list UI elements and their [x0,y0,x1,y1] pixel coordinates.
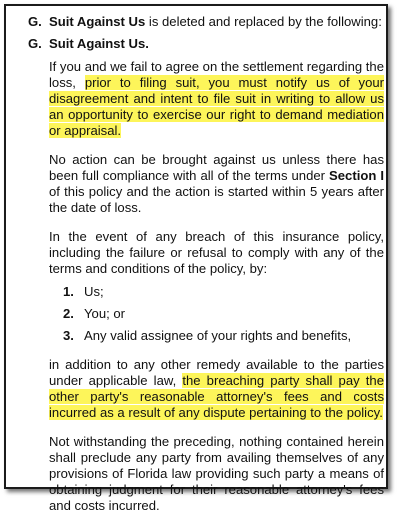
paragraph-remedy [49,357,384,421]
paragraph-remedy-lead: in addition to any other remedy available to the parties under applicable law, [49,357,384,389]
intro-title: Suit Against Us [49,14,146,29]
intro-rest: is deleted and replaced by the following: [145,14,382,29]
section-title: Suit Against Us. [49,36,149,51]
amendment-intro [28,14,384,30]
list-item [63,328,384,344]
list-item-text: Any valid assignee of your rights and benefits, [84,328,352,344]
list-item [63,306,384,322]
list-item-number: 3. [63,328,74,344]
paragraph-florida-law: Not withstanding the preceding, nothing contained herein shall preclude any party from availing themselves of any provisions of Florida law providing such party a means of obtaining judgment for their reasonable attorney's fees and costs incurred. [49,434,384,514]
section-body [49,59,384,514]
list-item-number: 2. [63,306,74,322]
intro-marker: G. [28,14,42,29]
breach-party-list [63,284,384,344]
highlight-notify-before-suit: prior to filing suit, you must notify us of your disagreement and intent to file suit in writing to allow us an opportunity to exercise our right to demand mediation or appraisal. [49,75,384,138]
paragraph-compliance-rest: of this policy and the action is started within 5 years after the date of loss. [49,184,384,216]
policy-document [28,14,384,521]
paragraph-compliance [49,152,384,216]
paragraph-settlement-lead: If you and we fail to agree on the settlement regarding the loss, [49,59,384,90]
list-item-text: Us; [84,284,104,300]
section-marker: G. [28,36,42,51]
list-item [63,284,384,300]
list-item-text: You; or [84,306,126,322]
list-item-number: 1. [63,284,74,300]
section-heading [28,36,384,52]
document-excerpt-frame [4,4,388,514]
intro-text [49,14,384,30]
highlight-attorney-fees: the breaching party shall pay the other party's reasonable attorney's fees and costs incurred as a result of any dispute pertaining to the policy. [49,373,384,421]
paragraph-compliance-lead: No action can be brought against us unless there has been full compliance with all of the terms under [49,152,384,184]
section-reference: Section I [329,168,384,184]
paragraph-settlement [49,59,384,139]
paragraph-breach: In the event of any breach of this insurance policy, including the failure or refusal to comply with any of the terms and conditions of the policy, by: [49,229,384,277]
